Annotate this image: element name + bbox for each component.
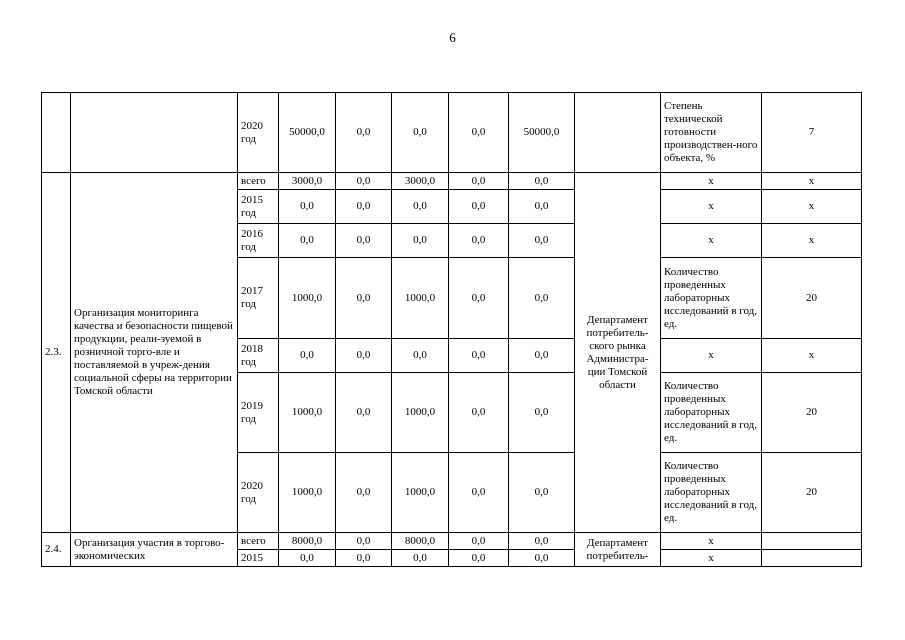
- extrabudget-cell: 0,0: [509, 453, 575, 533]
- indicator-cell: х: [661, 533, 762, 550]
- local-cell: 0,0: [449, 533, 509, 550]
- extrabudget-cell: 0,0: [509, 224, 575, 258]
- regional-cell: 1000,0: [392, 373, 449, 453]
- executor-cell: Департамент потребитель-ского рынка Администра-ции Томской области: [575, 173, 661, 533]
- federal-cell: 0,0: [336, 533, 392, 550]
- regional-cell: 0,0: [392, 93, 449, 173]
- table-row: [42, 533, 862, 550]
- executor-cell: [575, 93, 661, 173]
- indicator-cell: х: [661, 173, 762, 190]
- indicator-value-cell: х: [762, 224, 862, 258]
- item-number: 2.4.: [42, 533, 71, 567]
- indicator-value-cell: 7: [762, 93, 862, 173]
- year-cell: 2015 год: [238, 190, 279, 224]
- local-cell: 0,0: [449, 339, 509, 373]
- executor-cell: Департамент потребитель-: [575, 533, 661, 567]
- indicator-value-cell: х: [762, 190, 862, 224]
- local-cell: 0,0: [449, 190, 509, 224]
- year-cell: 2020 год: [238, 453, 279, 533]
- indicator-value-cell: х: [762, 173, 862, 190]
- regional-cell: 1000,0: [392, 453, 449, 533]
- local-cell: 0,0: [449, 173, 509, 190]
- federal-cell: 0,0: [336, 550, 392, 567]
- total-cell: 1000,0: [279, 258, 336, 339]
- indicator-cell: Степень технической готовности производствен-ного объекта, %: [661, 93, 762, 173]
- budget-table: [41, 92, 862, 567]
- year-cell: 2020 год: [238, 93, 279, 173]
- total-cell: 50000,0: [279, 93, 336, 173]
- extrabudget-cell: 0,0: [509, 190, 575, 224]
- total-cell: 0,0: [279, 550, 336, 567]
- indicator-value-cell: [762, 533, 862, 550]
- extrabudget-cell: 0,0: [509, 339, 575, 373]
- year-cell: 2018 год: [238, 339, 279, 373]
- extrabudget-cell: 0,0: [509, 373, 575, 453]
- local-cell: 0,0: [449, 258, 509, 339]
- item-number: 2.3.: [42, 173, 71, 533]
- year-cell: 2019 год: [238, 373, 279, 453]
- extrabudget-cell: 0,0: [509, 258, 575, 339]
- total-cell: 8000,0: [279, 533, 336, 550]
- item-name: Организация мониторинга качества и безопасности пищевой продукции, реали-зуемой в розничной торго-вле и поставляемой в учреж-дения социальной сферы на территории Томской области: [71, 173, 238, 533]
- table-row: [42, 173, 862, 190]
- table-row: [42, 93, 862, 173]
- indicator-cell: х: [661, 339, 762, 373]
- indicator-cell: х: [661, 190, 762, 224]
- page-number: 6: [449, 30, 456, 45]
- total-cell: 1000,0: [279, 453, 336, 533]
- federal-cell: 0,0: [336, 373, 392, 453]
- local-cell: 0,0: [449, 453, 509, 533]
- local-cell: 0,0: [449, 550, 509, 567]
- item-name: [71, 93, 238, 173]
- local-cell: 0,0: [449, 224, 509, 258]
- federal-cell: 0,0: [336, 453, 392, 533]
- regional-cell: 8000,0: [392, 533, 449, 550]
- regional-cell: 0,0: [392, 224, 449, 258]
- year-cell: 2016 год: [238, 224, 279, 258]
- federal-cell: 0,0: [336, 258, 392, 339]
- extrabudget-cell: 0,0: [509, 533, 575, 550]
- federal-cell: 0,0: [336, 339, 392, 373]
- indicator-cell: х: [661, 550, 762, 567]
- total-cell: 0,0: [279, 339, 336, 373]
- total-cell: 1000,0: [279, 373, 336, 453]
- year-cell: всего: [238, 173, 279, 190]
- federal-cell: 0,0: [336, 224, 392, 258]
- extrabudget-cell: 0,0: [509, 550, 575, 567]
- federal-cell: 0,0: [336, 173, 392, 190]
- federal-cell: 0,0: [336, 190, 392, 224]
- regional-cell: 0,0: [392, 339, 449, 373]
- indicator-cell: Количество проведенных лабораторных исследований в год, ед.: [661, 453, 762, 533]
- local-cell: 0,0: [449, 93, 509, 173]
- indicator-value-cell: 20: [762, 453, 862, 533]
- indicator-cell: х: [661, 224, 762, 258]
- extrabudget-cell: 0,0: [509, 173, 575, 190]
- year-cell: 2015: [238, 550, 279, 567]
- total-cell: 0,0: [279, 190, 336, 224]
- extrabudget-cell: 50000,0: [509, 93, 575, 173]
- regional-cell: 1000,0: [392, 258, 449, 339]
- indicator-value-cell: 20: [762, 258, 862, 339]
- regional-cell: 0,0: [392, 550, 449, 567]
- item-number: [42, 93, 71, 173]
- regional-cell: 3000,0: [392, 173, 449, 190]
- indicator-value-cell: [762, 550, 862, 567]
- regional-cell: 0,0: [392, 190, 449, 224]
- indicator-value-cell: 20: [762, 373, 862, 453]
- total-cell: 3000,0: [279, 173, 336, 190]
- year-cell: 2017 год: [238, 258, 279, 339]
- federal-cell: 0,0: [336, 93, 392, 173]
- local-cell: 0,0: [449, 373, 509, 453]
- indicator-cell: Количество проведенных лабораторных исследований в год, ед.: [661, 373, 762, 453]
- indicator-value-cell: х: [762, 339, 862, 373]
- total-cell: 0,0: [279, 224, 336, 258]
- item-name: Организация участия в торгово-экономических: [71, 533, 238, 567]
- indicator-cell: Количество проведенных лабораторных исследований в год, ед.: [661, 258, 762, 339]
- year-cell: всего: [238, 533, 279, 550]
